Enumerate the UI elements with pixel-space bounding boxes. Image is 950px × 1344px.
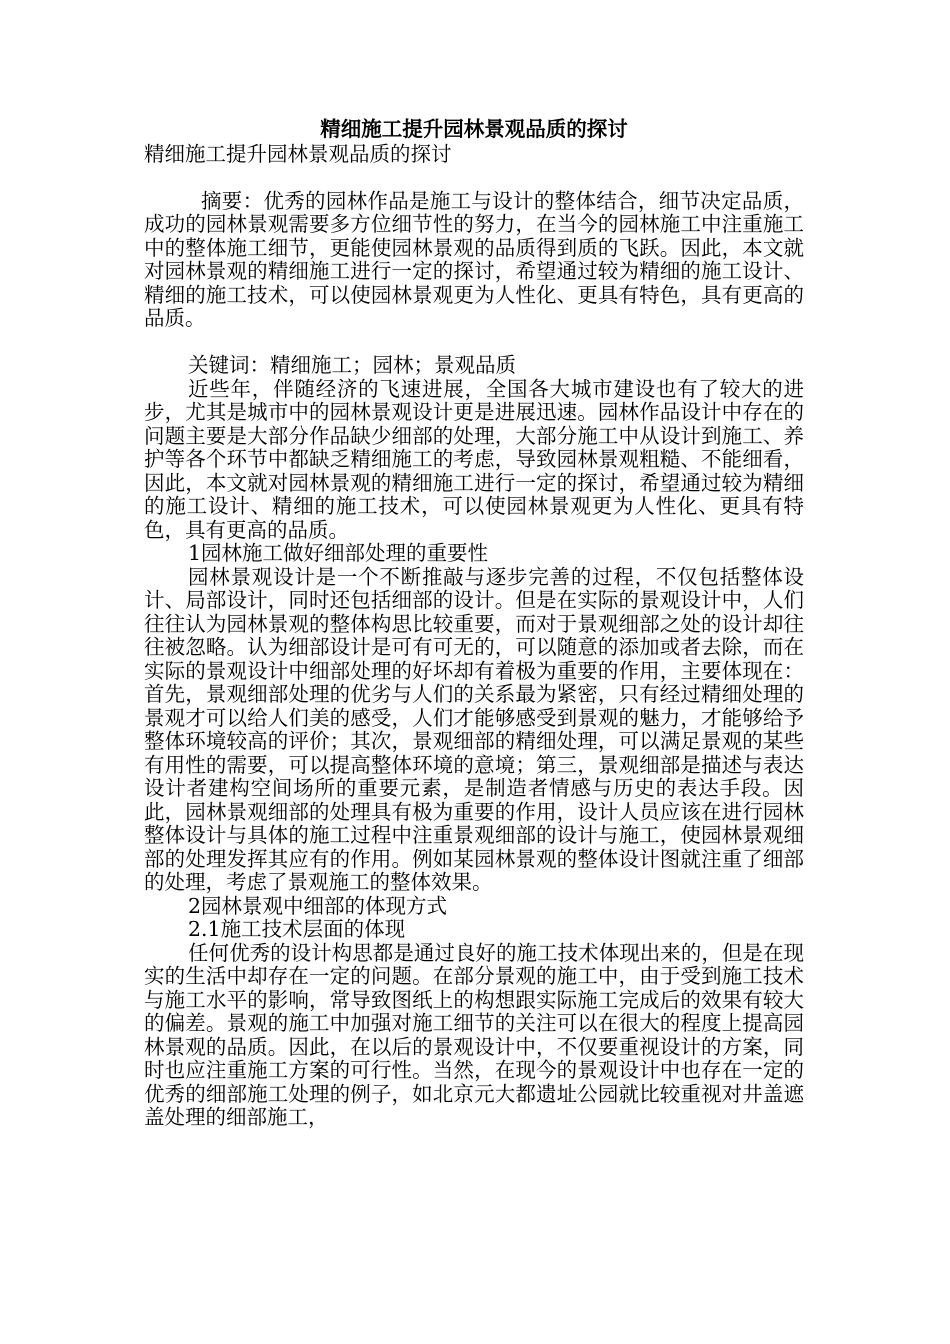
keywords-line: 关键词：精细施工；园林；景观品质 [188, 353, 516, 377]
blank-line [144, 166, 804, 190]
section-heading-2-1: 2.1施工技术层面的体现 [188, 917, 406, 941]
section-heading-1: 1园林施工做好细部处理的重要性 [188, 541, 489, 565]
document-subtitle: 精细施工提升园林景观品质的探讨 [144, 141, 452, 166]
section-2-1-paragraph: 任何优秀的设计构思都是通过良好的施工技术体现出来的，但是在现实的生活中却存在一定的问题。在部分景观的施工中，由于受到施工技术与施工水平的影响，常导致图纸上的构想跟实际施工完成后的效果有较大的偏差。景观的施工中加强对施工细节的关注可以在很大的程度上提高园林景观的品质。因此，在以后的景观设计中，不仅要重视设计的方案，同时也应注重施工方案的可行性。当然，在现今的景观设计中也存在一定的优秀的细部施工处理的例子，如北京元大都遗址公园就比较重视对井盖遮盖处理的细部施工， [144, 940, 804, 1129]
blank-line [144, 331, 804, 355]
section-heading-2: 2园林景观中细部的体现方式 [188, 893, 448, 918]
abstract-paragraph: 摘要：优秀的园林作品是施工与设计的整体结合，细节决定品质，成功的园林景观需要多方位细节性的努力，在当今的园林施工中注重施工中的整体施工细节，更能使园林景观的品质得到质的飞跃。因此，本文就对园林景观的精细施工进行一定的探讨，希望通过较为精细的施工设计、精细的施工技术，可以使园林景观更为人性化、更具有特色，具有更高的品质。 [144, 188, 804, 330]
document-title: 精细施工提升园林景观品质的探讨 [320, 117, 628, 141]
section-1-paragraph: 园林景观设计是一个不断推敲与逐步完善的过程，不仅包括整体设计、局部设计，同时还包括细部的设计。但是在实际的景观设计中，人们往往认为园林景观的整体构思比较重要，而对于景观细部之处的设计却往往被忽略。认为细部设计是可有可无的，可以随意的添加或者去除，而在实际的景观设计中细部处理的好坏却有着极为重要的作用，主要体现在：首先，景观细部处理的优劣与人们的关系最为紧密，只有经过精细处理的景观才可以给人们美的感受，人们才能够感受到景观的魅力，才能够给予整体环境较高的评价；其次，景观细部的精细处理，可以满足景观的某些有用性的需要，可以提高整体环境的意境；第三，景观细部是描述与表达设计者建构空间场所的重要元素，是制造者情感与历史的表达手段。因此，园林景观细部的处理具有极为重要的作用，设计人员应该在进行园林整体设计与具体的施工过程中注重景观细部的设计与施工，使园林景观细部的处理发挥其应有的作用。例如某园林景观的整体设计图就注重了细部的处理，考虑了景观施工的整体效果。 [144, 564, 804, 894]
document-page [144, 118, 804, 1130]
intro-paragraph: 近些年，伴随经济的飞速进展，全国各大城市建设也有了较大的进步，尤其是城市中的园林景观设计更是进展迅速。园林作品设计中存在的问题主要是大部分作品缺少细部的处理，大部分施工中从设计到施工、养护等各个环节中都缺乏精细施工的考虑，导致园林景观粗糙、不能细看，因此，本文就对园林景观的精细施工进行一定的探讨，希望通过较为精细的施工设计、精细的施工技术，可以使园林景观更为人性化、更具有特色，具有更高的品质。 [144, 376, 804, 542]
